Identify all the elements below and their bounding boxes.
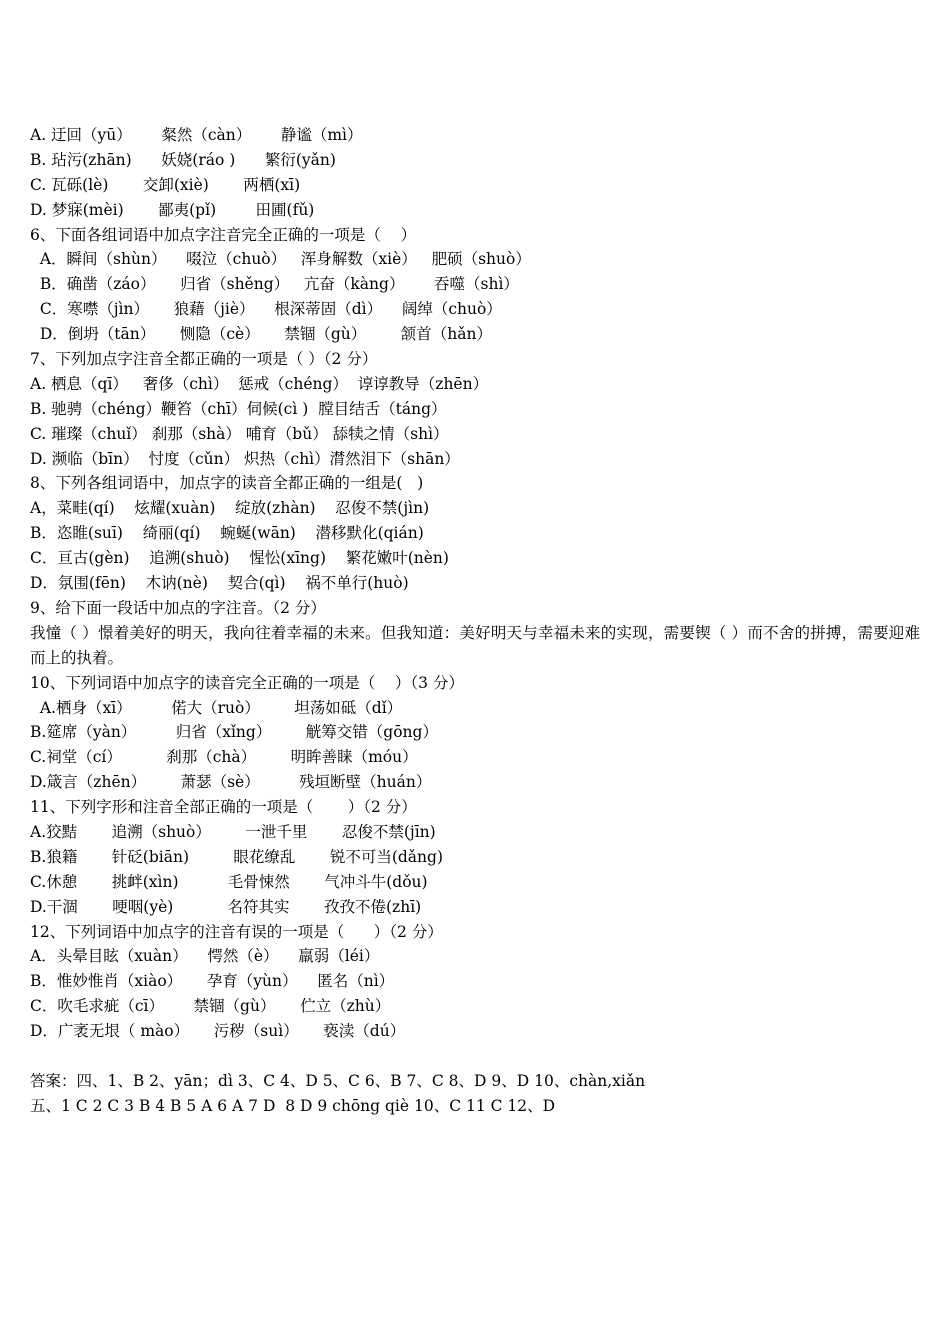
option-line: B．确凿（záo） 归省（shěng） 亢奋（kàng） 吞噬（shì）	[30, 275, 519, 294]
option-line: A.栖身（xī） 偌大（ruò） 坦荡如砥（dǐ）	[30, 698, 403, 717]
option-line: C．吹毛求疵（cī） 禁锢（gù） 伫立（zhù）	[30, 997, 391, 1016]
option-line: A.狡黠 追溯（shuò） 一泄千里 忍俊不禁(jīn)	[30, 822, 436, 841]
option-line: C．亘古(gèn) 追溯(shuò) 惺忪(xīng) 繁花嫩叶(nèn)	[30, 549, 449, 568]
option-line: D. 梦寐(mèi) 鄙夷(pǐ) 田圃(fǔ)	[30, 200, 315, 219]
option-line: B. 玷污(zhān) 妖娆(ráo ) 繁衍(yǎn)	[30, 150, 336, 169]
option-line: D.箴言（zhēn） 萧瑟（sè） 残垣断壁（huán）	[30, 773, 432, 792]
question-6-title: 6、下面各组词语中加点字注音完全正确的一项是（ ）	[30, 225, 417, 244]
option-line: C.祠堂（cí） 刹那（chà） 明眸善睐（móu）	[30, 748, 418, 767]
answer-line: 五、1 C 2 C 3 B 4 B 5 A 6 A 7 D 8 D 9 chōng qiè 10、C 11 C 12、D	[30, 1096, 556, 1115]
question-7-title: 7、下列加点字注音全都正确的一项是（ ）（2 分）	[30, 350, 378, 369]
option-line: A．头晕目眩（xuàn） 愕然（è） 羸弱（léi）	[30, 947, 380, 966]
option-line: A. 栖息（qī） 奢侈（chì） 惩戒（chéng） 谆谆教导（zhēn）	[30, 374, 489, 393]
question-11-title: 11、下列字形和注音全部正确的一项是（ ）（2 分）	[30, 798, 417, 817]
option-line: B．惟妙惟肖（xiào） 孕育（yùn） 匿名（nì）	[30, 972, 395, 991]
answer-line: 答案：四、1、B 2、yān；dì 3、C 4、D 5、C 6、B 7、C 8、D 9、D 10、chàn,xiǎn	[30, 1071, 646, 1090]
option-line: D.干涸 哽咽(yè) 名符其实 孜孜不倦(zhī)	[30, 897, 422, 916]
option-line: D．广袤无垠（ mào） 污秽（suì） 亵渎（dú）	[30, 1022, 406, 1041]
option-line: C. 璀璨（chuǐ） 刹那（shà） 哺育（bǔ） 舔犊之情（shì）	[30, 424, 449, 443]
option-line: B.狼籍 针砭(biān) 眼花缭乱 锐不可当(dǎng)	[30, 847, 443, 866]
option-line: D. 濒临（bīn） 忖度（cǔn） 炽热（chì）潸然泪下（shān）	[30, 449, 460, 468]
option-line: C.休憩 挑衅(xìn) 毛骨悚然 气冲斗牛(dǒu)	[30, 872, 428, 891]
option-line: A．瞬间（shùn） 啜泣（chuò） 浑身解数（xiè） 肥硕（shuò）	[30, 250, 531, 269]
option-line: A. 迂回（yū） 粲然（càn） 静谧（mì）	[30, 126, 363, 144]
option-line: B．恣睢(suī) 绮丽(qí) 蜿蜒(wān) 潜移默化(qián)	[30, 524, 424, 543]
option-line: D．倒坍（tān） 恻隐（cè） 禁锢（gù） 颔首（hǎn）	[30, 325, 492, 344]
blank-spacer	[30, 1044, 920, 1069]
question-10-title: 10、下列词语中加点字的读音完全正确的一项是（ ）（3 分）	[30, 673, 464, 692]
question-9-paragraph: 我憧（ ）憬着美好的明天，我向往着幸福的未来。但我知道：美好明天与幸福未来的实现，需要锲（ ）而不舍的拼搏，需要迎难而上的执着。	[30, 623, 920, 667]
option-line: B.筵席（yàn） 归省（xǐng） 觥筹交错（gōng）	[30, 723, 438, 742]
option-line: C．寒噤（jìn） 狼藉（jiè） 根深蒂固（dì） 阔绰（chuò）	[30, 300, 502, 319]
question-9-title: 9、给下面一段话中加点的字注音。（2 分）	[30, 598, 326, 617]
question-8-title: 8、下列各组词语中，加点字的读音全都正确的一组是( )	[30, 474, 424, 493]
option-line: B. 驰骋（chéng）鞭笞（chī）伺候(cì ) 膛目结舌（táng）	[30, 399, 447, 418]
option-line: D．氛围(fēn) 木讷(nè) 契合(qì) 祸不单行(huò)	[30, 574, 409, 593]
question-12-title: 12、下列词语中加点字的注音有误的一项是（ ）（2 分）	[30, 922, 443, 941]
document-page	[30, 123, 920, 1119]
option-line: A，菜畦(qí) 炫耀(xuàn) 绽放(zhàn) 忍俊不禁(jìn)	[30, 499, 430, 518]
option-line: C. 瓦砾(lè) 交卸(xiè) 两栖(xī)	[30, 175, 301, 194]
